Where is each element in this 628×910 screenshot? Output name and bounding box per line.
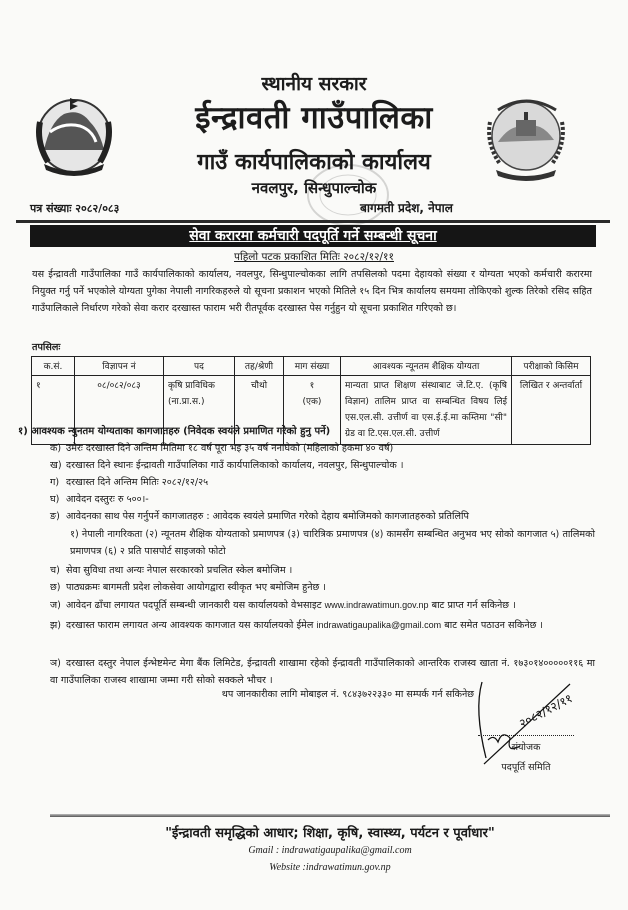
- signature-date: २०८२/१२/११: [516, 691, 575, 731]
- publish-date: पहिलो पटक प्रकाशित मितिः २०८२/१२/११: [234, 251, 394, 263]
- email-link[interactable]: indrawatigaupalika@gmail.com: [316, 620, 442, 630]
- col-header-qualification: आवश्यक न्यूनतम शैक्षिक योग्यता: [341, 357, 512, 376]
- item-text: बाट समेत पठाउन सकिनेछ ।: [444, 620, 544, 631]
- col-header-demand: माग संख्या: [284, 357, 341, 376]
- table-header-row: [32, 357, 591, 376]
- cell-level: चौथो: [235, 376, 284, 445]
- requirement-item-cha: [50, 562, 595, 579]
- item-label: छ): [50, 582, 61, 593]
- item-text: दरखास्त दस्तुर नेपाल ईन्भेष्टमेन्ट मेगा बैंक लिमिटेड, ईन्द्रावती शाखामा रहेको ईन्द्रावती गाउँपालिकाको आन्तरिक राजस्व खाता नं. १७३०१४०००००११६ मा वा गाउँपालिका राजस्व शाखामा जम्मा गरी सोको सक्कले भौचर ।: [50, 658, 595, 686]
- col-header-exam: परीक्षाको किसिम: [512, 357, 591, 376]
- signatory-role: संयोजक: [511, 742, 541, 753]
- intro-paragraph: यस ईन्द्रावती गाउँपालिका गाउँ कार्यपालिकाको कार्यालय, नवलपुर, सिन्धुपाल्चोकका लागि तपसिलको पदमा देहायको संख्या र योग्यता भएको कर्मचारी करारमा नियुक्त गर्नु पर्ने भएकोले योग्यता पुगेका नेपाली नागरिकहरुले यो सूचना प्रकाशन भएको मितिले १५ दिन भित्र कार्यालय समयमा तोकिएको शुल्क तिरेको रसिद सहित गाउँपालिकाले निर्धारण गरेको सेवा करार दरखास्त फाराम भरी रीतपूर्वक दरखास्त पेस गर्नुहुन यो सूचना प्रकाशित गरिएको छ।: [32, 269, 592, 314]
- col-header-sn: क.सं.: [32, 357, 75, 376]
- header-local-government: स्थानीय सरकार: [261, 73, 367, 95]
- required-documents-list: [50, 526, 595, 560]
- requirement-item-ga: [50, 474, 595, 491]
- item-label: ग): [50, 477, 60, 488]
- item-text: दरखास्त दिने स्थानः ईन्द्रावती गाउँपालिका गाउँ कार्यपालिकाको कार्यालय, नवलपुर, सिन्धुपाल्चोक ।: [66, 460, 404, 471]
- requirement-item-ja: [50, 597, 595, 614]
- item-label: घ): [50, 494, 60, 505]
- item-text: आवेदन दस्तुरः रु ५००।-: [66, 494, 149, 505]
- footer-divider: [50, 814, 610, 817]
- item-text: आवेदन ढाँचा लगायत पदपूर्ति सम्बन्धी जानकारी यस कार्यालयको वेभसाइट: [66, 600, 322, 611]
- header-municipality-name: ईन्द्रावती गाउँपालिका: [195, 100, 433, 136]
- cell-ad-no: ०८/०८२/०८३: [75, 376, 164, 445]
- requirement-item-chha: [50, 579, 595, 596]
- footer-slogan: "ईन्द्रावती समृद्धिको आधार; शिक्षा, कृषि, स्वास्थ्य, पर्यटन र पूर्वाधार": [165, 826, 495, 841]
- website-link[interactable]: www.indrawatimun.gov.np: [324, 600, 429, 610]
- col-header-post: पद: [164, 357, 235, 376]
- item-text: दरखास्त दिने अन्तिम मितिः २०८२/१२/२५: [66, 477, 209, 488]
- item-label: ज): [50, 600, 61, 611]
- item-label: च): [50, 565, 60, 576]
- col-header-ad-no: विज्ञापन नं: [75, 357, 164, 376]
- signatory-committee: पदपूर्ति समिति: [501, 762, 551, 773]
- requirement-item-nga: [50, 508, 595, 525]
- province-label: बागमती प्रदेश, नेपाल: [360, 201, 453, 215]
- demand-number: १: [309, 381, 315, 391]
- header-address: नवलपुर, सिन्धुपाल्चोक: [251, 179, 377, 197]
- signature-line: [478, 735, 574, 736]
- header-office-name: गाउँ कार्यपालिकाको कार्यालय: [197, 150, 431, 175]
- requirement-item-ka: [50, 440, 595, 457]
- cell-post: कृषि प्राविधिक (ना.प्रा.स.): [164, 376, 235, 445]
- item-label: ख): [50, 460, 62, 471]
- item-text: सेवा सुविधा तथा अन्यः नेपाल सरकारको प्रचलित स्केल बमोजिम ।: [66, 565, 293, 576]
- cell-qualification: मान्यता प्राप्त शिक्षण संस्थाबाट जे.टि.ए. (कृषि विज्ञान) तालिम प्राप्त वा सम्बन्धित विषय लिई एस.एल.सी. उत्तीर्ण वा एस.ई.ई.मा कम्तिमा "सी" ग्रेड वा टि.एस.एल.सी. उत्तीर्ण: [341, 376, 512, 445]
- item-text: दरखास्त फाराम लगायत अन्य आवश्यक कागजात यस कार्यालयको ईमेल: [66, 620, 314, 631]
- item-text: उमेरः दरखास्त दिने अन्तिम मितिमा १८ वर्ष पूरा भइ ३५ वर्ष ननाघेको (महिलाको हकमा ४० वर्ष): [66, 443, 394, 454]
- footer-gmail: Gmail : indrawatigaupalika@gmail.com: [248, 845, 412, 856]
- item-label: क): [50, 443, 62, 454]
- notice-title: सेवा करारमा कर्मचारी पदपूर्ति गर्ने सम्बन्धी सूचना: [30, 225, 596, 247]
- item-label: झ): [50, 620, 61, 631]
- cell-exam: लिखित र अन्तर्वार्ता: [512, 376, 591, 445]
- col-header-level: तह/श्रेणी: [235, 357, 284, 376]
- requirement-item-jha: [50, 617, 595, 634]
- item-label: ञ): [50, 658, 61, 669]
- cell-sn: १: [32, 376, 75, 445]
- item-label: ङ): [50, 511, 60, 522]
- requirement-item-gha: [50, 491, 595, 508]
- requirements-heading: १) आवश्यक न्युनतम योग्यताका कागजातहरु (निवेदक स्वयंले प्रमाणित गरेको हुनु पर्ने): [18, 426, 331, 437]
- details-label: तपसिलः: [32, 342, 61, 353]
- header-divider: [16, 220, 610, 223]
- requirement-item-kha: [50, 457, 595, 474]
- letter-number: पत्र संख्याः २०८२/०८३: [30, 202, 120, 215]
- item-text: पाठ्यक्रमः बागमती प्रदेश लोकसेवा आयोगद्वारा स्वीकृत भए बमोजिम हुनेछ ।: [66, 582, 326, 593]
- item-text: १) नेपाली नागरिकता (२) न्यूनतम शैक्षिक योग्यताको प्रमाणपत्र (३) चारित्रिक प्रमाणपत्र (४) कामसँग सम्बन्धित अनुभव भए सोको कागजात ५) तालिमको प्रमाणपत्र (६) २ प्रति पासपोर्ट साइजको फोटो: [70, 529, 595, 557]
- demand-words: (एक): [302, 397, 322, 407]
- item-text: आवेदनका साथ पेस गर्नुपर्ने कागजातहरु : आवेदक स्वयंले प्रमाणित गरेको देहाय बमोजिमको कागजातहरुको प्रतिलिपि: [66, 511, 469, 522]
- item-text: बाट प्राप्त गर्न सकिनेछ ।: [431, 600, 516, 611]
- footer-website: Website :indrawatimun.gov.np: [269, 862, 391, 873]
- contact-line: थप जानकारीका लागि मोबाइल नं. ९८४३७२२३३० मा सम्पर्क गर्न सकिनेछ: [221, 689, 474, 700]
